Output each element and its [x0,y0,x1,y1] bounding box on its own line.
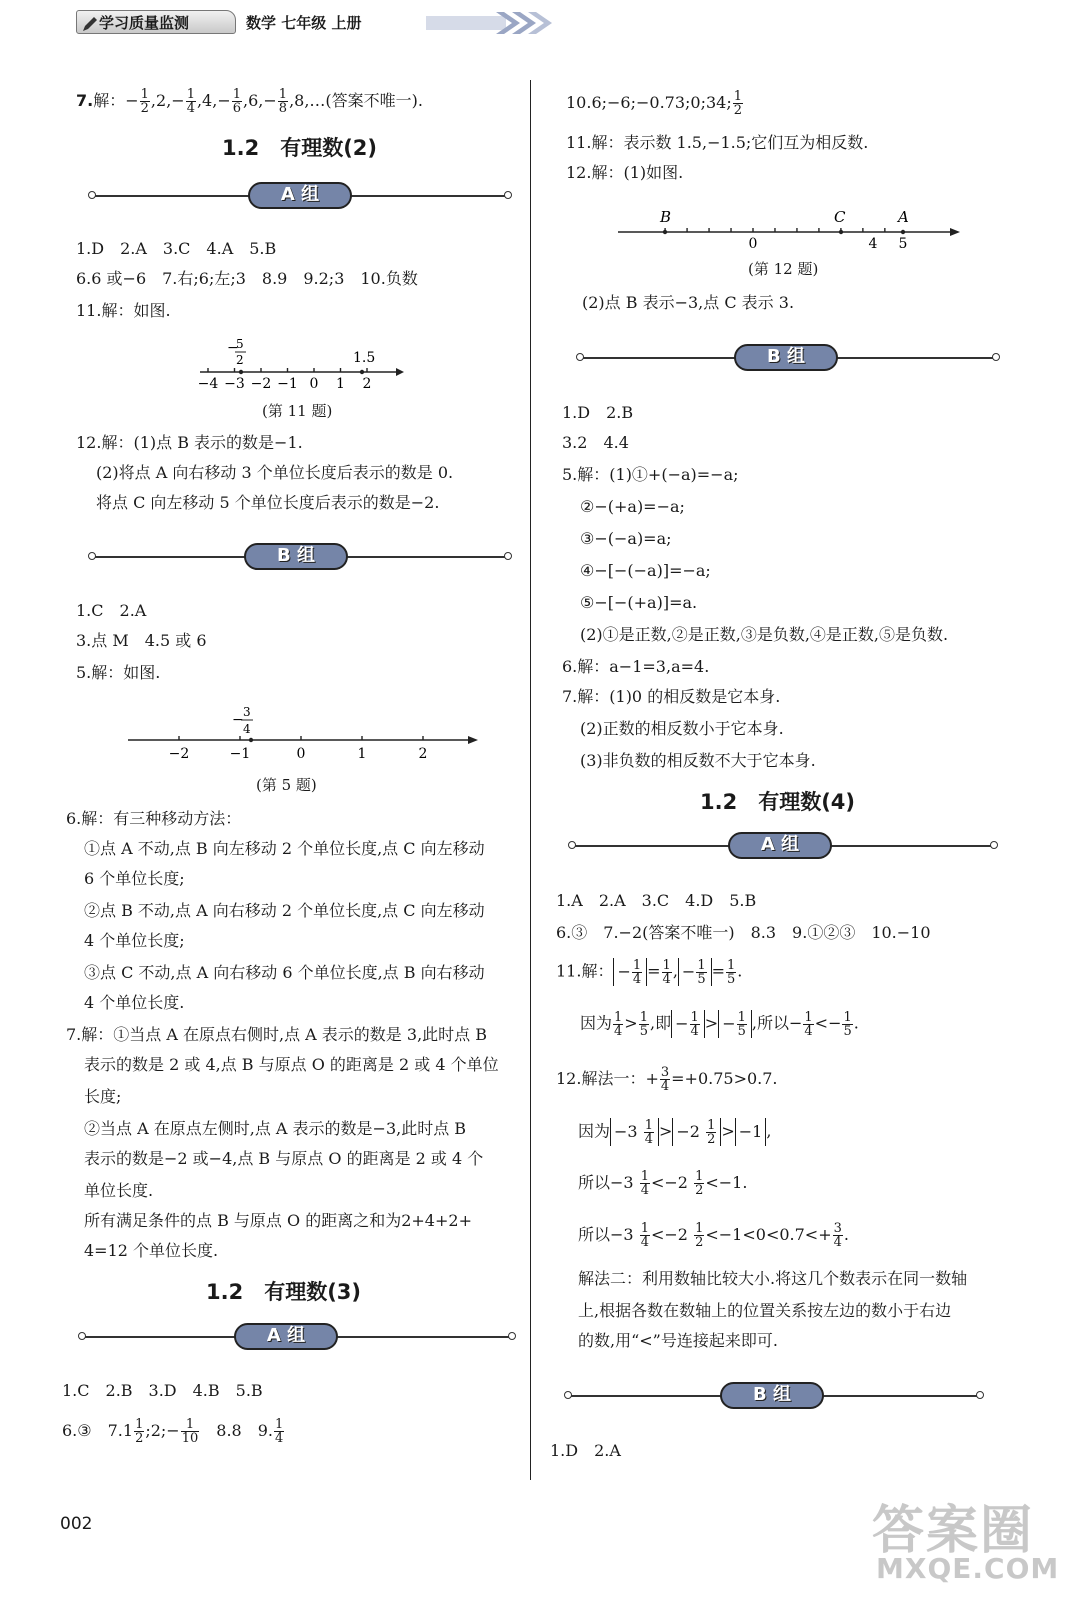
tick-label: 4 [868,236,878,252]
answers-line: 11.解：如图. [76,301,171,320]
answers-line: 3.2 4.4 [562,433,629,452]
answers-line: 6.解：a−1=3,a=4. [562,657,710,676]
tick-label: 2 [418,746,428,762]
figure-caption: (第 12 题) [748,260,819,278]
answers-line: 12.解：(1)点 B 表示的数是−1. [76,433,303,452]
tick-label: 0 [296,746,306,762]
answers-line: 所以−3 $\frac{1}{4}$ <−2 $\frac{1}{2}$ <−1<0<0.7<+ $\frac{3}{4}$ . [578,1221,849,1250]
group-a-label: A 组 [728,832,832,859]
answers-line: ②点 B 不动,点 A 向右移动 2 个单位长度,点 C 向左移动 [84,901,485,920]
answers-line: (2)正数的相反数小于它本身. [580,719,784,738]
answers-line: 所以−3 $\frac{1}{4}$ <−2 $\frac{1}{2}$ <−1. [578,1169,748,1198]
answers-line: 因为 $\frac{1}{4}$ > $\frac{1}{5}$ ,即 − $\frac{1}{4}$ > − $\frac{1}{5}$ ,所以− $\frac{1}{4}$ <− $\frac{1}{5}$ . [580,1009,859,1039]
fig12-point-c: C [834,208,846,226]
answers-line: 1.D 2.A [550,1441,621,1460]
group-b-banner [576,343,1000,373]
answers-line: (2)将点 A 向右移动 3 个单位长度后表示的数是 0. [96,463,454,482]
header-tag-text: 学习质量监测 [99,14,190,32]
answers-line: 所有满足条件的点 B 与原点 O 的距离之和为2+4+2+ [84,1211,472,1230]
chevron-decoration-icon [426,8,576,38]
answers-line: 11.解：表示数 1.5,−1.5;它们互为相反数. [566,133,869,152]
answers-line: ③点 C 不动,点 A 向右移动 6 个单位长度,点 B 向右移动 [84,963,485,982]
group-b-label: B 组 [720,1382,824,1409]
fig12-point-a: A [898,208,909,226]
group-a-banner [568,831,998,861]
fig11-label-sign: − [227,340,239,356]
answers-line: 因为 −3 $\frac{1}{4}$ > −2 $\frac{1}{2}$ > −1 , [578,1118,772,1147]
answers-line: ②当点 A 在原点左侧时,点 A 表示的数是−3,此时点 B [84,1119,467,1138]
answers-line: 11.解： − $\frac{1}{4}$ = $\frac{1}{4}$ , − $\frac{1}{5}$ = $\frac{1}{5}$ . [556,957,743,987]
answers-line: 5.解：(1)①+(−a)=−a; [562,465,739,484]
answers-line: 1.C 2.A [76,601,147,620]
figure-caption: (第 5 题) [256,776,317,794]
fig11-label-b: 1.5 [353,350,376,366]
answers-line: 7.解：(1)0 的相反数是它本身. [562,687,781,706]
answers-line: 4 个单位长度. [84,993,185,1012]
number-line-figure-12 [612,202,968,258]
group-b-label: B 组 [734,344,838,371]
tick-label: −3 [224,376,245,392]
group-b-banner [564,1381,984,1411]
group-a-banner [78,1322,516,1352]
number-line-figure-5 [122,702,488,766]
answers-line: ③−(−a)=a; [580,529,672,548]
answers-line: 的数,用“<”号连接起来即可. [578,1331,778,1350]
answers-line: 将点 C 向左移动 5 个单位长度后表示的数是−2. [96,493,440,512]
watermark-url: MXQE.COM [876,1552,1060,1585]
tick-label: −2 [168,746,190,762]
group-a-banner [88,181,512,211]
answers-line: 解法二：利用数轴比较大小.将这几个数表示在同一数轴 [578,1269,968,1288]
watermark-logo: 答案圈 [872,1501,1035,1561]
tick-label: 0 [309,376,319,392]
answers-line: 6.6 或−6 7.右;6;左;3 8.9 9.2;3 10.负数 [76,269,418,288]
answers-line: 1.D 2.B [562,403,634,422]
column-divider [530,80,531,1480]
answers-line: 单位长度. [84,1181,154,1200]
answers-line: 6.③ 7.−2(答案不唯一) 8.3 9.①②③ 10.−10 [556,923,931,942]
tick-label: −1 [277,376,298,392]
group-b-label: B 组 [244,543,348,570]
fig12-point-b: B [660,208,672,226]
answers-line: 表示的数是 2 或 4,点 B 与原点 O 的距离是 2 或 4 个单位 [84,1055,499,1074]
q7-answer: 7.解：− $\frac{1}{2}$ ,2,− $\frac{1}{4}$ ,4,− $\frac{1}{6}$ ,6,− $\frac{1}{8}$ ,8,…(答案不唯一). [76,87,423,116]
answers-line: ⑤−[−(+a)]=a. [580,593,698,612]
answers-line: 1.C 2.B 3.D 4.B 5.B [62,1381,263,1400]
section-title: 1.2 有理数(4) [700,790,856,814]
tick-label: 1 [336,376,345,392]
tick-label: 1 [357,746,367,762]
fig11-label-den: 2 [236,353,244,367]
number-line-figure-11 [190,338,410,394]
answers-line: 12.解法一：+ $\frac{3}{4}$ =+0.75>0.7. [556,1065,778,1094]
section-title: 1.2 有理数(2) [222,136,378,160]
fig5-label-num: 3 [243,705,251,719]
section-title: 1.2 有理数(3) [206,1280,362,1304]
answers-line: 4 个单位长度; [84,931,185,950]
header-subject: 数学 七年级 上册 [246,14,362,32]
answers-line: 1.D 2.A 3.C 4.A 5.B [76,239,277,258]
page-number: 002 [60,1514,93,1534]
answers-line: (3)非负数的相反数不大于它本身. [580,751,816,770]
fig5-label-den: 4 [243,722,251,736]
answers-line: 长度; [84,1087,122,1106]
answers-line: 表示的数是−2 或−4,点 B 与原点 O 的距离是 2 或 4 个 [84,1149,484,1168]
fig5-label-sign: − [232,712,244,728]
tick-label: 2 [362,376,372,392]
answers-line: 6 个单位长度; [84,869,185,888]
tick-label: 0 [748,236,758,252]
fig11-label-num: 5 [236,338,244,351]
header-tag [76,10,236,34]
answers-line: ②−(+a)=−a; [580,497,685,516]
answers-line: 6.解：有三种移动方法： [66,809,242,828]
answers-line: 5.解：如图. [76,663,161,682]
answers-line: 7.解：①当点 A 在原点右侧时,点 A 表示的数是 3,此时点 B [66,1025,488,1044]
answers-line: 6.③ 7.1 $\frac{1}{2}$ ;2;− $\frac{1}{10}$ 8.8 9. $\frac{1}{4}$ [62,1417,284,1446]
answers-line: ④−[−(−a)]=−a; [580,561,711,580]
answers-line: (2)①是正数,②是正数,③是负数,④是正数,⑤是负数. [580,625,949,644]
answers-line: 1.A 2.A 3.C 4.D 5.B [556,891,757,910]
figure-caption: (第 11 题) [262,402,333,420]
tick-label: 5 [898,236,908,252]
answers-line: 上,根据各数在数轴上的位置关系按左边的数小于右边 [578,1301,952,1320]
tick-label: −1 [229,746,251,762]
group-a-label: A 组 [248,182,352,209]
running-header [76,8,506,38]
answers-line: (2)点 B 表示−3,点 C 表示 3. [582,293,795,312]
answers-line: 4=12 个单位长度. [84,1241,219,1260]
watermark [872,1488,1060,1588]
tick-label: −2 [250,376,272,392]
group-a-label: A 组 [234,1323,338,1350]
answers-line: ①点 A 不动,点 B 向左移动 2 个单位长度,点 C 向左移动 [84,839,485,858]
answers-line: 12.解：(1)如图. [566,163,684,182]
tick-label: −4 [197,376,219,392]
group-b-banner [88,542,512,572]
pen-icon [81,15,99,33]
answers-line: 10.6;−6;−0.73;0;34; $\frac{1}{2}$ [566,89,743,118]
answers-line: 3.点 M 4.5 或 6 [76,631,207,650]
